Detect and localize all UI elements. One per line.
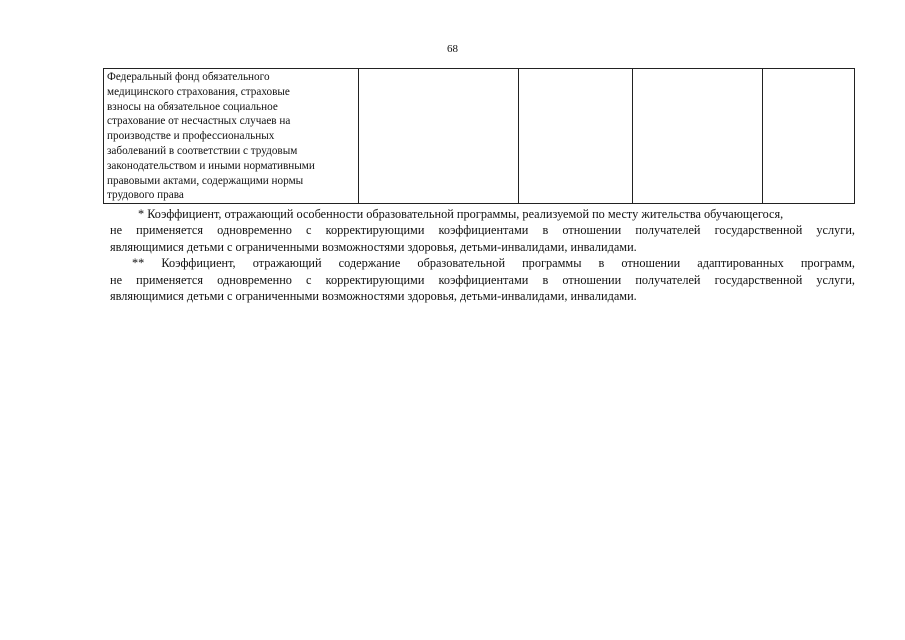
table-cell-empty <box>633 69 763 204</box>
description-line: медицинского страхования, страховые <box>107 85 290 98</box>
table-row <box>104 69 855 204</box>
footnote-line: ** Коэффициент, отражающий содержание образовательной программы в отношении адаптированных программ, <box>132 256 855 271</box>
table-cell-empty <box>519 69 633 204</box>
footnote-line: * Коэффициент, отражающий особенности образовательной программы, реализуемой по месту жительства обучающегося, <box>138 207 784 221</box>
description-line: трудового права <box>107 189 184 202</box>
description-line: страхование от несчастных случаев на <box>107 115 291 128</box>
budget-table <box>103 68 855 204</box>
table-cell-empty <box>359 69 519 204</box>
table-cell-description <box>104 69 359 204</box>
footnote-line: не применяется одновременно с корректирующими коэффициентами в отношении получателей государственной услуги, <box>110 223 855 238</box>
description-line: правовыми актами, содержащими нормы <box>107 174 304 187</box>
description-line: производстве и профессиональных <box>107 130 275 143</box>
description-line: взносы на обязательное социальное <box>107 100 278 113</box>
footnote-2 <box>110 255 855 304</box>
table-cell-empty <box>763 69 855 204</box>
description-line: заболеваний в соответствии с трудовым <box>107 144 298 157</box>
page-number: 68 <box>447 43 458 55</box>
footnote-line: являющимися детьми с ограниченными возможностями здоровья, детьми-инвалидами, инвалидами. <box>110 289 637 304</box>
footnote-line: являющимися детьми с ограниченными возможностями здоровья, детьми-инвалидами, инвалидами. <box>110 239 637 254</box>
footnote-1 <box>110 206 855 255</box>
description-line: Федеральный фонд обязательного <box>107 71 270 83</box>
footnote-line: не применяется одновременно с корректирующими коэффициентами в отношении получателей государственной услуги, <box>110 272 855 287</box>
description-line: законодательством и иными нормативными <box>107 159 315 172</box>
footnotes <box>110 206 855 304</box>
